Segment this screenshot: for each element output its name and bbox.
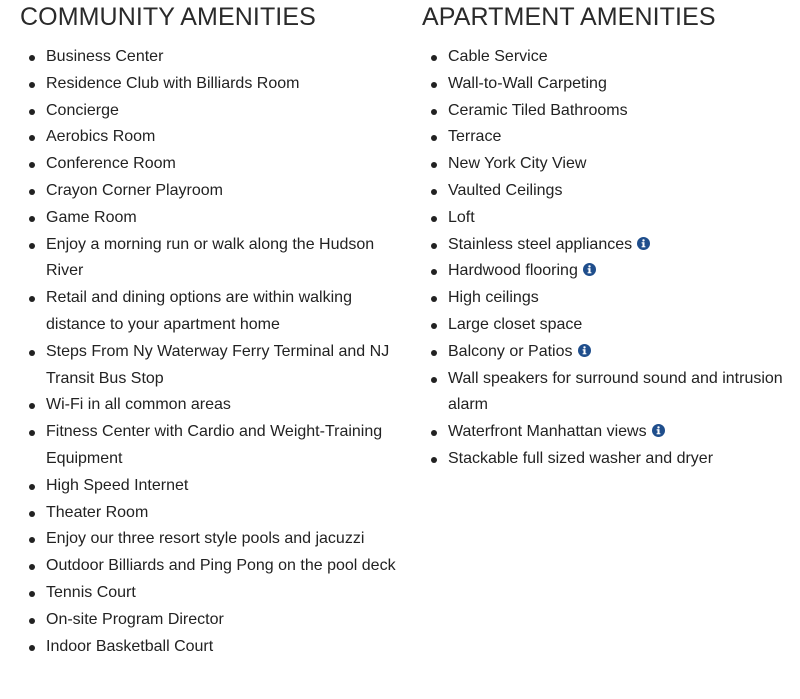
community-item-label: Fitness Center with Cardio and Weight-Training Equipment — [46, 423, 383, 467]
list-item — [20, 98, 400, 125]
bullet-dot-icon — [431, 109, 437, 115]
list-item — [422, 419, 794, 446]
list-item — [422, 446, 794, 473]
community-item-label: High Speed Internet — [46, 476, 189, 494]
apartment-item-label: Loft — [448, 208, 475, 226]
bullet-dot-icon — [431, 243, 437, 249]
list-item — [422, 124, 794, 151]
community-item-label: Steps From Ny Waterway Ferry Terminal and NJ Transit Bus Stop — [46, 342, 390, 387]
info-icon[interactable] — [583, 259, 596, 272]
bullet-dot-icon — [431, 457, 437, 463]
community-item-label: Enjoy our three resort style pools and jacuzzi — [46, 530, 365, 548]
list-item — [422, 178, 794, 205]
apartment-item-label: Vaulted Ceilings — [448, 181, 563, 199]
bullet-dot-icon — [29, 591, 35, 597]
apartment-item-label: Stackable full sized washer and dryer — [448, 449, 714, 467]
bullet-dot-icon — [431, 430, 437, 436]
bullet-dot-icon — [29, 55, 35, 61]
bullet-dot-icon — [431, 323, 437, 329]
list-item — [422, 205, 794, 232]
bullet-dot-icon — [29, 82, 35, 88]
bullet-dot-icon — [431, 189, 437, 195]
bullet-dot-icon — [29, 296, 35, 302]
list-item — [20, 607, 400, 634]
community-amenities-section — [20, 0, 400, 660]
list-item — [20, 124, 400, 151]
community-item-label: Crayon Corner Playroom — [46, 181, 223, 199]
apartment-item-label: Wall speakers for surround sound and intrusion alarm — [448, 369, 783, 414]
apartment-item-label: Wall-to-Wall Carpeting — [448, 74, 607, 92]
info-icon[interactable] — [637, 233, 650, 246]
bullet-dot-icon — [29, 216, 35, 222]
list-item — [422, 44, 794, 71]
bullet-dot-icon — [29, 645, 35, 651]
community-amenities-list — [20, 44, 400, 660]
apartment-amenities-section — [422, 0, 794, 473]
bullet-dot-icon — [29, 243, 35, 249]
community-item-label: Retail and dining options are within walking distance to your apartment home — [46, 289, 352, 333]
list-item — [422, 312, 794, 339]
community-item-label: Theater Room — [46, 503, 149, 521]
apartment-item-label: Large closet space — [448, 315, 583, 333]
community-item-label: Concierge — [46, 101, 119, 119]
bullet-dot-icon — [431, 269, 437, 275]
list-item — [422, 339, 794, 366]
list-item — [20, 71, 400, 98]
apartment-item-label: Balcony or Patios — [448, 342, 573, 360]
info-icon[interactable] — [652, 420, 665, 433]
apartment-amenities-list — [422, 44, 794, 473]
community-item-label: Aerobics Room — [46, 128, 156, 146]
bullet-dot-icon — [431, 82, 437, 88]
bullet-dot-icon — [29, 511, 35, 517]
apartment-item-label: Waterfront Manhattan views — [448, 423, 647, 441]
list-item — [20, 526, 400, 553]
apartment-item-label: Hardwood flooring — [448, 262, 578, 280]
apartment-item-label: Ceramic Tiled Bathrooms — [448, 101, 628, 119]
list-item — [20, 232, 400, 286]
bullet-dot-icon — [29, 484, 35, 490]
list-item — [20, 500, 400, 527]
list-item — [20, 151, 400, 178]
bullet-dot-icon — [29, 135, 35, 141]
bullet-dot-icon — [431, 162, 437, 168]
bullet-dot-icon — [29, 109, 35, 115]
list-item — [20, 44, 400, 71]
list-item — [20, 473, 400, 500]
bullet-dot-icon — [29, 618, 35, 624]
list-item — [20, 553, 400, 580]
list-item — [422, 258, 794, 285]
bullet-dot-icon — [431, 55, 437, 61]
bullet-dot-icon — [29, 564, 35, 570]
list-item — [422, 366, 794, 420]
community-item-label: Tennis Court — [46, 583, 136, 601]
list-item — [20, 205, 400, 232]
bullet-dot-icon — [29, 162, 35, 168]
community-item-label: Residence Club with Billiards Room — [46, 74, 300, 92]
apartment-item-label: Stainless steel appliances — [448, 235, 633, 253]
community-item-label: Indoor Basketball Court — [46, 637, 214, 655]
bullet-dot-icon — [431, 296, 437, 302]
list-item — [20, 580, 400, 607]
bullet-dot-icon — [29, 430, 35, 436]
bullet-dot-icon — [431, 377, 437, 383]
list-item — [20, 392, 400, 419]
community-item-label: Game Room — [46, 208, 137, 226]
community-item-label: Wi-Fi in all common areas — [46, 396, 231, 414]
bullet-dot-icon — [431, 216, 437, 222]
apartment-item-label: High ceilings — [448, 289, 539, 307]
community-item-label: On-site Program Director — [46, 610, 224, 628]
apartment-amenities-title: APARTMENT AMENITIES — [422, 3, 716, 31]
info-icon[interactable] — [578, 340, 591, 353]
list-item — [20, 634, 400, 661]
list-item — [422, 98, 794, 125]
list-item — [20, 419, 400, 473]
bullet-dot-icon — [29, 403, 35, 409]
apartment-item-label: Cable Service — [448, 48, 548, 65]
list-item — [422, 71, 794, 98]
bullet-dot-icon — [29, 189, 35, 195]
community-item-label: Business Center — [46, 48, 164, 65]
bullet-dot-icon — [29, 350, 35, 356]
bullet-dot-icon — [431, 350, 437, 356]
community-item-label: Conference Room — [46, 155, 176, 173]
list-item — [422, 232, 794, 259]
list-item — [422, 151, 794, 178]
apartment-item-label: New York City View — [448, 155, 587, 173]
apartment-item-label: Terrace — [448, 128, 502, 146]
list-item — [20, 178, 400, 205]
community-item-label: Enjoy a morning run or walk along the Hudson River — [46, 235, 375, 280]
list-item — [20, 339, 400, 393]
bullet-dot-icon — [29, 537, 35, 543]
list-item — [20, 285, 400, 339]
community-amenities-title: COMMUNITY AMENITIES — [20, 3, 316, 31]
community-item-label: Outdoor Billiards and Ping Pong on the pool deck — [46, 557, 396, 575]
bullet-dot-icon — [431, 135, 437, 141]
list-item — [422, 285, 794, 312]
